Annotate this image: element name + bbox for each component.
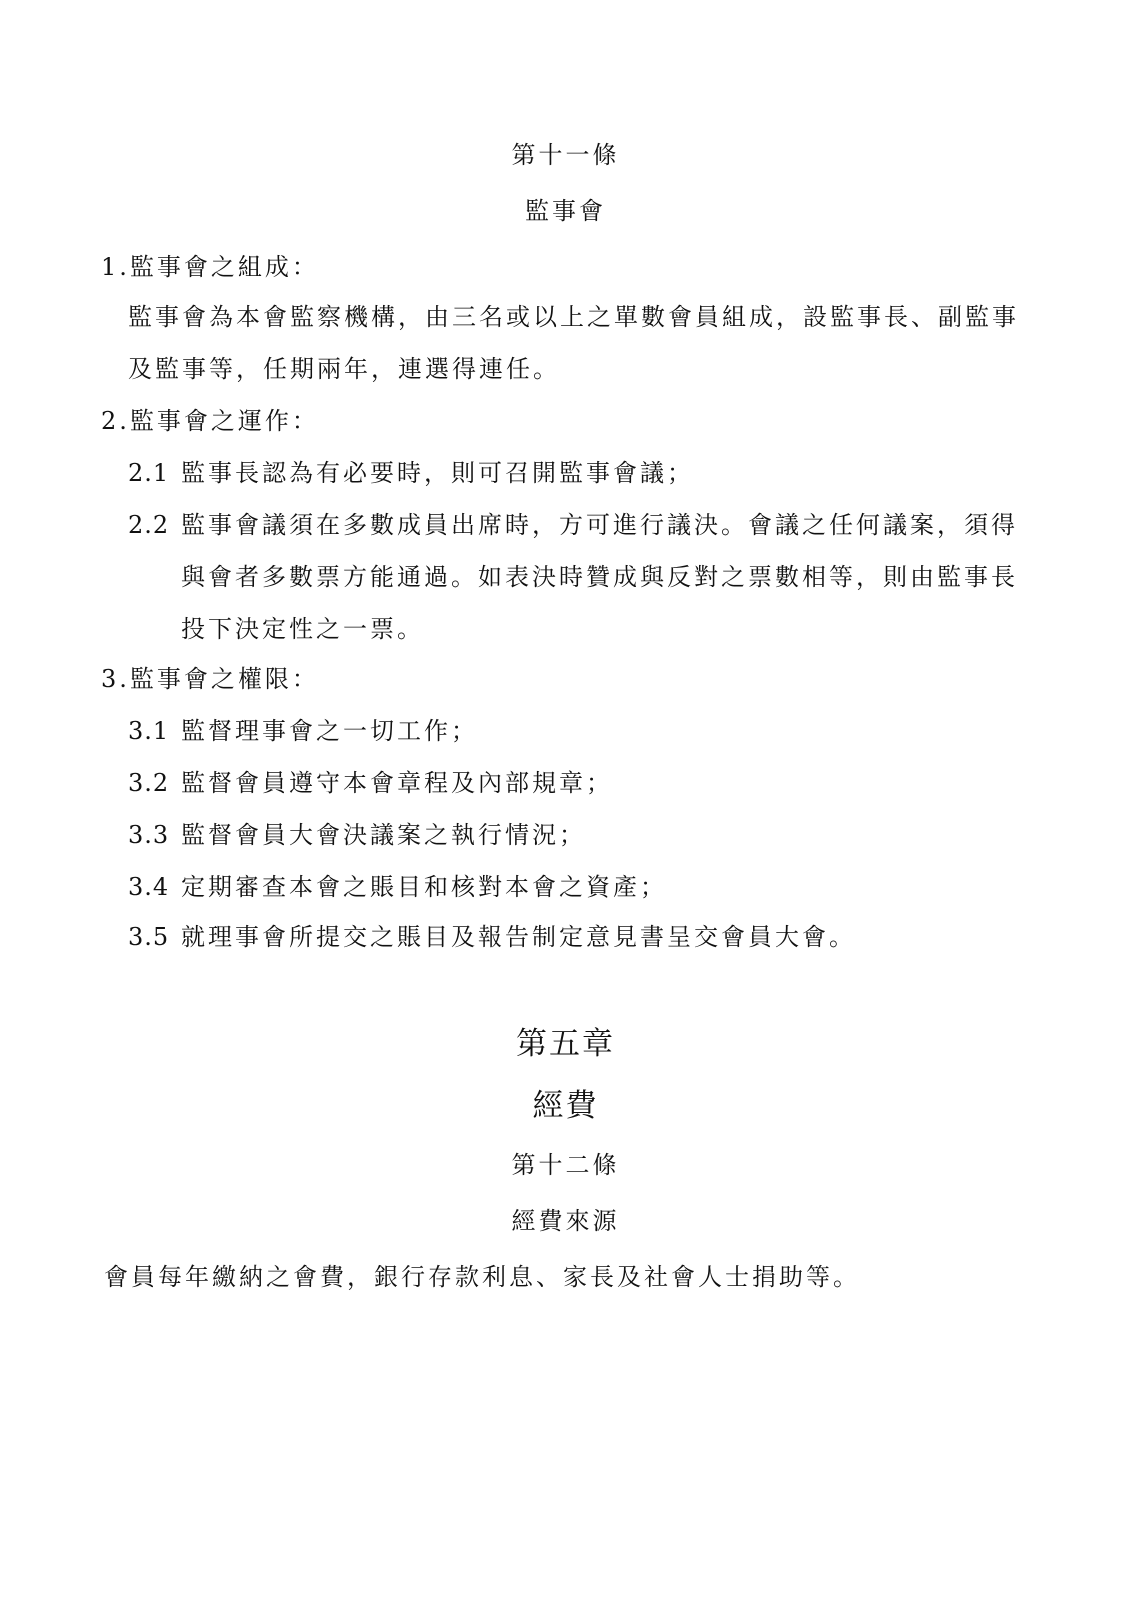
article-12-title: 經費來源 — [511, 1207, 620, 1235]
item-number: 2.2 — [128, 511, 170, 539]
section-3-heading: 3.監事會之權限： — [101, 665, 319, 693]
item-number: 3.5 — [128, 923, 170, 951]
item-text: 監督會員大會決議案之執行情況； — [181, 821, 586, 849]
section-1-heading: 1.監事會之組成： — [101, 253, 319, 281]
item-number: 3.2 — [128, 769, 170, 797]
item-number: 3.1 — [128, 717, 170, 745]
article-11-number: 第十一條 — [511, 141, 620, 169]
item-number: 3.4 — [128, 873, 170, 901]
chapter-5-number: 第五章 — [516, 1026, 615, 1062]
chapter-5-title: 經費 — [532, 1088, 599, 1124]
item-text: 與會者多數票方能通過。如表決時贊成與反對之票數相等，則由監事長 — [181, 563, 1018, 591]
article-12-number: 第十二條 — [511, 1151, 620, 1179]
item-text: 定期審查本會之賬目和核對本會之資產； — [181, 873, 667, 901]
item-number: 3.3 — [128, 821, 170, 849]
item-text: 就理事會所提交之賬目及報告制定意見書呈交會員大會。 — [181, 923, 856, 951]
article-12-body: 會員每年繳納之會費，銀行存款利息、家長及社會人士捐助等。 — [104, 1263, 860, 1291]
item-text: 監事會議須在多數成員出席時，方可進行議決。會議之任何議案，須得 — [181, 511, 1018, 539]
article-11-title: 監事會 — [525, 197, 606, 225]
section-1-paragraph-line: 監事會為本會監察機構，由三名或以上之單數會員組成，設監事長、副監事 — [128, 303, 1019, 331]
item-number: 2.1 — [128, 459, 170, 487]
section-1-paragraph-line: 及監事等，任期兩年，連選得連任。 — [128, 355, 560, 383]
item-text: 監督理事會之一切工作； — [181, 717, 478, 745]
item-text: 投下決定性之一票。 — [181, 615, 424, 643]
item-text: 監事長認為有必要時，則可召開監事會議； — [181, 459, 694, 487]
section-2-heading: 2.監事會之運作： — [101, 407, 319, 435]
item-text: 監督會員遵守本會章程及內部規章； — [181, 769, 613, 797]
